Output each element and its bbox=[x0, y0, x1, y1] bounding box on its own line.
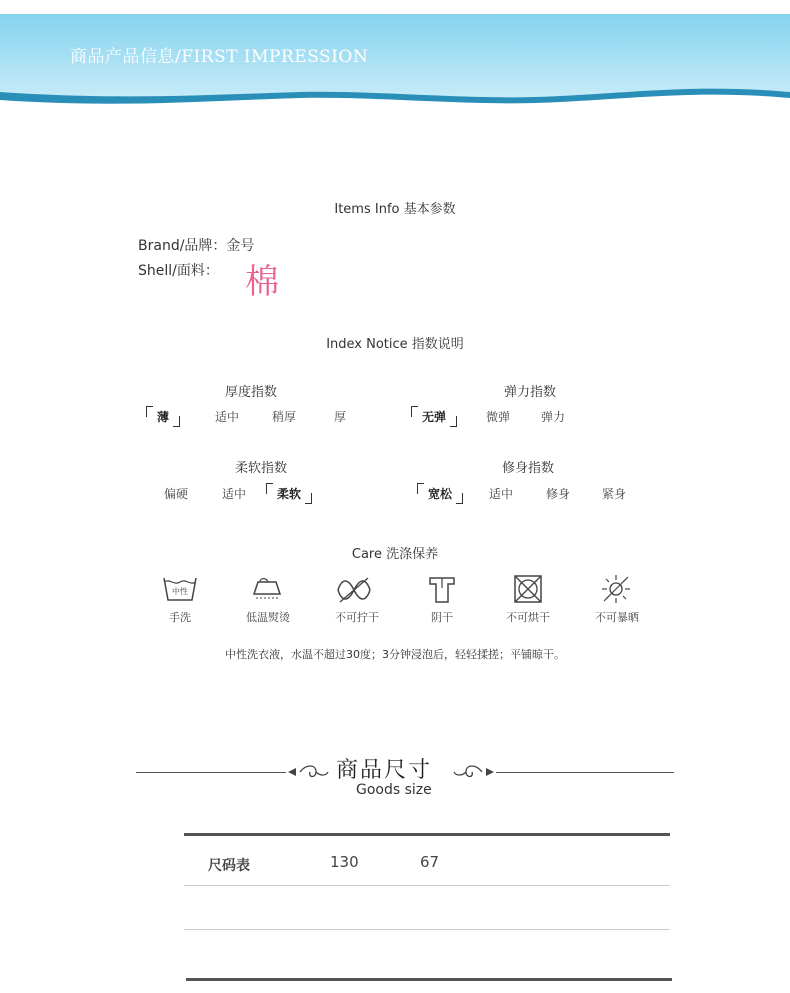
svg-text:中性: 中性 bbox=[172, 587, 188, 596]
size-table-header-cell: 尺码表 bbox=[208, 858, 250, 874]
size-table-cell: 67 bbox=[420, 853, 440, 871]
fit-option: 紧身 bbox=[602, 487, 627, 501]
care-label: 阴干 bbox=[431, 611, 453, 624]
care-note: 中性洗衣液，水温不超过30度；3分钟浸泡后，轻轻揉搓；平铺晾干。 bbox=[225, 648, 565, 661]
shell-label: Shell/面料： bbox=[138, 263, 219, 279]
softness-option: 偏硬 bbox=[164, 487, 189, 501]
ornament-left-icon bbox=[286, 762, 330, 786]
elasticity-option-selected: 无弹 bbox=[411, 408, 457, 425]
no-tumble-dry-icon bbox=[508, 574, 548, 608]
elasticity-index-title: 弹力指数 bbox=[504, 385, 557, 400]
thickness-option: 稍厚 bbox=[272, 410, 297, 424]
thickness-option: 厚 bbox=[334, 410, 347, 424]
fit-option: 适中 bbox=[489, 487, 514, 501]
thickness-index-title: 厚度指数 bbox=[225, 385, 278, 400]
index-notice-title: Index Notice 指数说明 bbox=[326, 337, 464, 352]
shell-value: 棉 bbox=[245, 262, 279, 302]
shade-dry-icon bbox=[422, 574, 462, 608]
elasticity-option: 微弹 bbox=[486, 410, 511, 424]
softness-index-title: 柔软指数 bbox=[235, 461, 288, 476]
low-iron-icon bbox=[246, 574, 286, 608]
care-label: 不可拧干 bbox=[335, 611, 379, 624]
fit-option: 修身 bbox=[546, 487, 571, 501]
ornament-right-icon bbox=[452, 762, 496, 786]
brand-row bbox=[138, 235, 254, 255]
no-sun-icon bbox=[596, 574, 636, 608]
divider-left bbox=[136, 772, 286, 773]
thickness-option-selected: 薄 bbox=[146, 408, 180, 425]
table-row-rule bbox=[184, 929, 670, 930]
size-table-cell: 130 bbox=[330, 853, 359, 871]
care-title: Care 洗涤保养 bbox=[351, 547, 439, 562]
elasticity-option: 弹力 bbox=[541, 410, 566, 424]
table-top-rule bbox=[184, 833, 670, 836]
brand-value: 金号 bbox=[226, 238, 255, 254]
care-label: 低温熨烫 bbox=[246, 611, 290, 624]
softness-option-selected: 柔软 bbox=[266, 485, 312, 502]
thickness-option: 适中 bbox=[215, 410, 240, 424]
items-info-title: Items Info 基本参数 bbox=[334, 202, 456, 217]
table-bottom-rule bbox=[186, 978, 672, 981]
brand-label: Brand/品牌： bbox=[138, 238, 227, 254]
care-label: 不可暴晒 bbox=[595, 611, 639, 624]
care-label: 手洗 bbox=[169, 611, 191, 624]
table-row-rule bbox=[184, 885, 670, 886]
no-wring-icon bbox=[334, 574, 374, 608]
goods-size-subtitle: Goods size bbox=[356, 782, 432, 798]
divider-right bbox=[496, 772, 674, 773]
softness-option: 适中 bbox=[222, 487, 247, 501]
fit-option-selected: 宽松 bbox=[417, 485, 463, 502]
goods-size-title: 商品尺寸 bbox=[336, 758, 433, 783]
hand-wash-icon bbox=[160, 574, 200, 608]
banner-title: 商品产品信息/FIRST IMPRESSION bbox=[70, 47, 369, 67]
fit-index-title: 修身指数 bbox=[502, 461, 555, 476]
care-label: 不可烘干 bbox=[506, 611, 550, 624]
